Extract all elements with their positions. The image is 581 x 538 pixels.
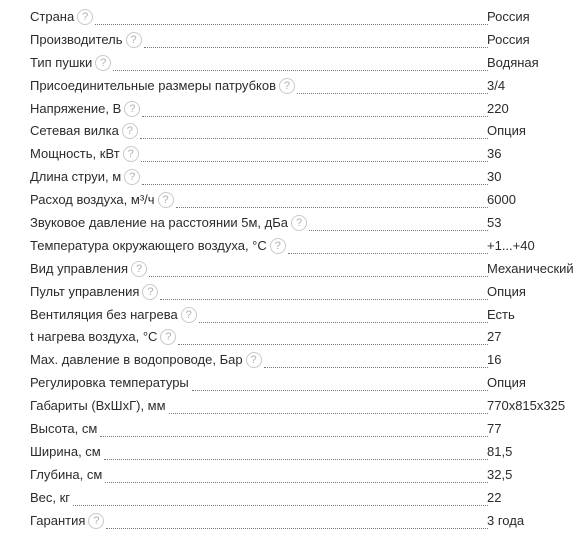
spec-name [30,397,488,415]
question-circle-icon[interactable]: ? [291,215,307,231]
dotted-leader [199,318,488,323]
spec-row [30,98,581,121]
spec-row [30,235,581,258]
dotted-leader [105,478,488,483]
question-circle-icon[interactable]: ? [246,352,262,368]
dotted-leader [297,89,488,94]
spec-label: Звуковое давление на расстоянии 5м, дБа [30,215,289,231]
spec-value: 6000 [487,192,516,208]
spec-value: Водяная [487,54,539,70]
spec-value: Россия [487,31,530,47]
spec-value: 3 года [487,512,525,528]
question-circle-icon[interactable]: ? [88,513,104,529]
spec-value: 22 [487,489,502,505]
dotted-leader [309,226,488,231]
spec-row [30,372,581,395]
spec-label: Вес, кг [30,489,71,505]
dotted-leader [104,455,488,460]
question-circle-icon[interactable]: ? [279,78,295,94]
dotted-leader [160,295,488,300]
spec-label: Ширина, см [30,443,101,459]
spec-row [30,349,581,372]
spec-value: +1...+40 [487,237,535,253]
spec-label: Расход воздуха, м³/ч [30,192,155,208]
spec-label: Тип пушки [30,54,93,70]
question-circle-icon[interactable]: ? [124,169,140,185]
spec-value: 3/4 [487,77,506,93]
spec-row [30,6,581,29]
spec-value: 27 [487,329,502,345]
spec-name [30,260,488,278]
spec-name [30,168,488,186]
spec-label: t нагрева воздуха, °С [30,329,158,345]
spec-value: 220 [487,100,509,116]
dotted-leader [176,203,488,208]
dotted-leader [144,43,488,48]
spec-label: Вентиляция без нагрева [30,306,178,322]
spec-row [30,418,581,441]
spec-row [30,441,581,464]
spec-row [30,52,581,75]
dotted-leader [288,249,488,254]
spec-row [30,487,581,510]
spec-row [30,75,581,98]
spec-row [30,189,581,212]
spec-row [30,510,581,533]
dotted-leader [100,432,488,437]
spec-label: Регулировка температуры [30,375,189,391]
spec-name [30,466,488,484]
spec-value: Механический [487,260,574,276]
spec-label: Гарантия [30,512,86,528]
question-circle-icon[interactable]: ? [126,32,142,48]
spec-name [30,191,488,209]
spec-value: 16 [487,352,502,368]
spec-value: Россия [487,9,530,24]
question-circle-icon[interactable]: ? [95,55,111,71]
spec-label: Сетевая вилка [30,123,119,139]
question-circle-icon[interactable]: ? [131,261,147,277]
spec-name [30,489,488,507]
dotted-leader [141,157,488,162]
spec-value: Опция [487,283,526,299]
dotted-leader [95,20,488,25]
dotted-leader [140,134,488,139]
spec-row [30,395,581,418]
spec-value: 30 [487,169,502,185]
spec-row [30,29,581,52]
spec-name [30,145,488,163]
spec-name [30,100,488,118]
spec-name [30,283,488,301]
spec-name [30,374,488,392]
spec-value: Опция [487,375,526,391]
specifications-list [30,6,581,532]
dotted-leader [113,66,488,71]
dotted-leader [149,272,488,277]
spec-label: Страна [30,9,75,24]
spec-value: 77 [487,421,502,437]
spec-value: 81,5 [487,443,513,459]
question-circle-icon[interactable]: ? [160,329,176,345]
spec-name [30,122,488,140]
question-circle-icon[interactable]: ? [124,101,140,117]
dotted-leader [178,340,488,345]
spec-row [30,464,581,487]
question-circle-icon[interactable]: ? [181,307,197,323]
spec-label: Напряжение, В [30,100,122,116]
spec-row [30,326,581,349]
dotted-leader [142,112,488,117]
dotted-leader [106,524,488,529]
dotted-leader [73,501,488,506]
spec-value: Есть [487,306,515,322]
spec-name [30,420,488,438]
spec-label: Мощность, кВт [30,146,120,162]
dotted-leader [192,386,488,391]
question-circle-icon[interactable]: ? [158,192,174,208]
dotted-leader [169,409,488,414]
spec-label: Вид управления [30,260,129,276]
spec-name [30,237,488,255]
dotted-leader [264,363,488,368]
dotted-leader [142,180,488,185]
spec-name [30,214,488,232]
spec-row [30,120,581,143]
spec-name [30,306,488,324]
spec-value: 36 [487,146,502,162]
spec-row [30,143,581,166]
spec-name [30,443,488,461]
spec-label: Температура окружающего воздуха, °С [30,237,267,253]
question-circle-icon[interactable]: ? [77,9,93,25]
spec-label: Производитель [30,31,123,47]
question-circle-icon[interactable]: ? [142,284,158,300]
spec-name [30,512,488,530]
spec-row [30,281,581,304]
spec-name [30,8,488,26]
spec-row [30,166,581,189]
spec-value: Опция [487,123,526,139]
spec-row [30,304,581,327]
spec-label: Глубина, см [30,466,103,482]
spec-label: Пульт управления [30,283,140,299]
spec-name [30,31,488,49]
question-circle-icon[interactable]: ? [270,238,286,254]
spec-name [30,54,488,72]
spec-label: Длина струи, м [30,169,122,185]
spec-value: 32,5 [487,466,513,482]
spec-name [30,77,488,95]
spec-value: 770х815х325 [487,398,566,414]
spec-label: Max. давление в водопроводе, Бар [30,352,243,368]
spec-label: Высота, см [30,421,98,437]
spec-row [30,212,581,235]
spec-name [30,351,488,369]
question-circle-icon[interactable]: ? [123,146,139,162]
spec-label: Габариты (ВхШхГ), мм [30,398,166,414]
spec-row [30,258,581,281]
spec-label: Присоединительные размеры патрубков [30,77,276,93]
spec-value: 53 [487,215,502,231]
spec-name [30,328,488,346]
question-circle-icon[interactable]: ? [122,123,138,139]
